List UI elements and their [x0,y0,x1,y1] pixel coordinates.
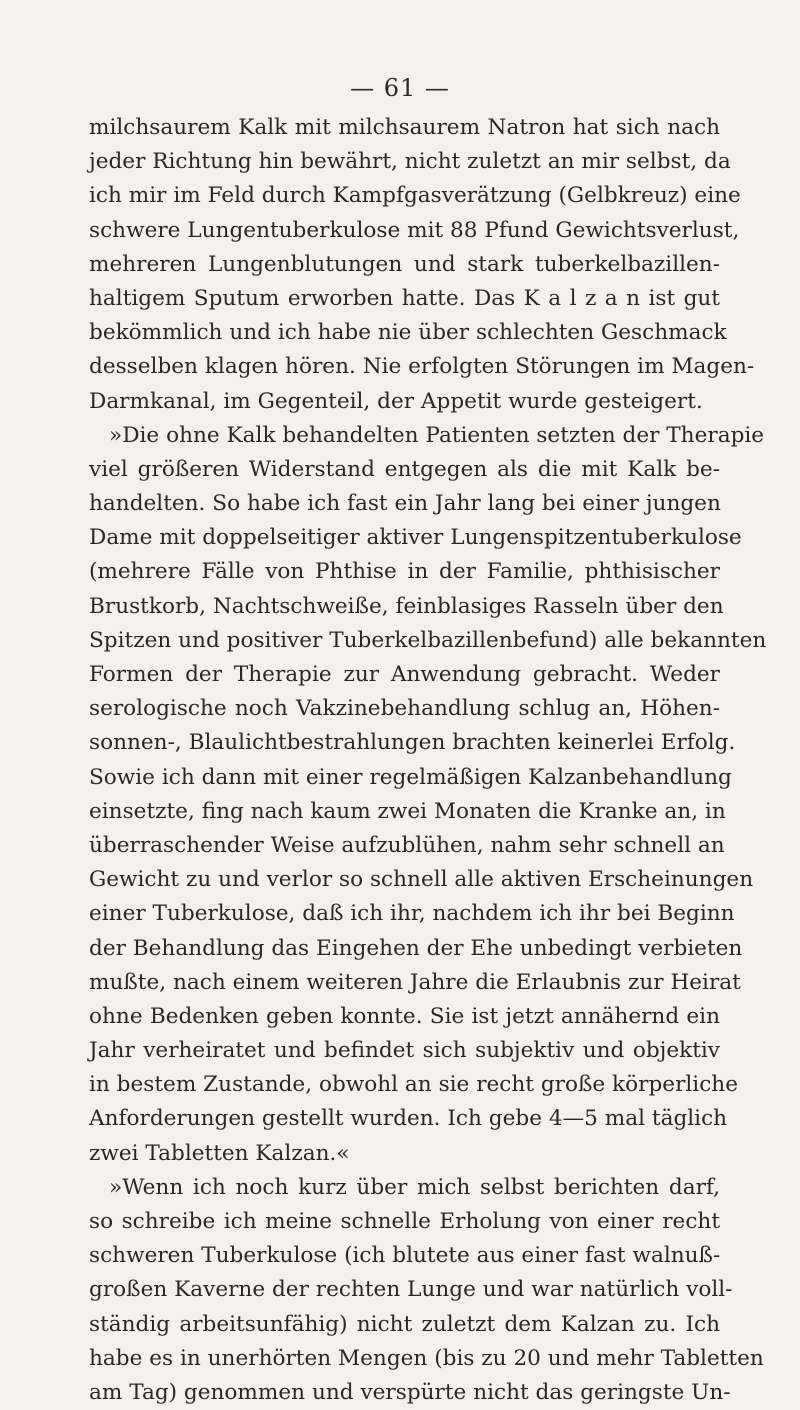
text-line: am Tag) genommen und verspürte nicht das geringste Un- [89,1379,731,1405]
text-line: schwere Lungentuberkulose mit 88 Pfund Gewichtsverlust, [89,217,740,243]
text-line: Formen der Therapie zur Anwendung gebracht. Weder [89,662,720,687]
text-line: »Wenn ich noch kurz über mich selbst berichten darf, [109,1174,720,1200]
page-number: — 61 — [350,74,450,102]
text-line: haltigem Sputum erworben hatte. Das K a l z a n ist gut [89,285,720,311]
text-line: jeder Richtung hin bewährt, nicht zuletzt an mir selbst, da [89,149,731,175]
text-line: ich mir im Feld durch Kampfgasverätzung (Gelbkreuz) eine [89,183,741,209]
text-line: Dame mit doppelseitiger aktiver Lungenspitzentuberkulose [89,525,742,551]
text-line: einer Tuberkulose, daß ich ihr, nachdem ich ihr bei Beginn [89,901,735,927]
text-line: schweren Tuberkulose (ich blutete aus einer fast walnuß- [89,1243,721,1269]
text-line: handelten. So habe ich fast ein Jahr lang bei einer jungen [89,491,721,517]
text-line: milchsaurem Kalk mit milchsaurem Natron hat sich nach [89,115,720,140]
text-line: serologische noch Vakzinebehandlung schlug an, Höhen- [89,696,720,722]
text-line: Darmkanal, im Gegenteil, der Appetit wurde gesteigert. [89,388,703,414]
text-line: habe es in unerhörten Mengen (bis zu 20 und mehr Tabletten [89,1345,764,1371]
text-line: Anforderungen gestellt wurden. Ich gebe 4—5 mal täglich [89,1106,728,1132]
text-line: viel größeren Widerstand entgegen als die mit Kalk be- [89,456,720,482]
text-line: Spitzen und positiver Tuberkelbazillenbefund) alle bekannten [89,627,767,653]
body-text [89,111,767,1410]
text-line: Brustkorb, Nachtschweiße, feinblasiges Rasseln über den [89,593,724,619]
text-line: in bestem Zustande, obwohl an sie recht große körperliche [89,1072,738,1098]
text-line: ohne Bedenken geben konnte. Sie ist jetzt annähernd ein [89,1003,720,1029]
text-line: mehreren Lungenblutungen und stark tuberkelbazillen- [89,251,720,277]
text-line: mußte, nach einem weiteren Jahre die Erlaubnis zur Heirat [89,969,741,995]
text-line: desselben klagen hören. Nie erfolgten Störungen im Magen- [89,354,755,380]
text-line: großen Kaverne der rechten Lunge und war natürlich voll- [89,1277,733,1303]
text-line: Jahr verheiratet und befindet sich subjektiv und objektiv [89,1038,720,1064]
text-line: überraschender Weise aufzublühen, nahm sehr schnell an [89,832,725,858]
text-line: bekömmlich und ich habe nie über schlechten Geschmack [89,320,727,346]
text-line: »Die ohne Kalk behandelten Patienten setzten der Therapie [109,422,765,448]
text-line: Sowie ich dann mit einer regelmäßigen Kalzanbehandlung [89,764,732,790]
text-line: sonnen-, Blaulichtbestrahlungen brachten keinerlei Erfolg. [89,730,736,756]
text-line: der Behandlung das Eingehen der Ehe unbedingt verbieten [89,935,743,961]
text-line: einsetzte, fing nach kaum zwei Monaten die Kranke an, in [89,798,726,824]
text-line: Gewicht zu und verlor so schnell alle aktiven Erscheinungen [89,867,754,893]
text-line: zwei Tabletten Kalzan.« [89,1140,350,1166]
text-line: ständig arbeitsunfähig) nicht zuletzt dem Kalzan zu. Ich [89,1311,720,1337]
text-line: so schreibe ich meine schnelle Erholung von einer recht [89,1209,720,1234]
text-line: (mehrere Fälle von Phthise in der Familie, phthisischer [89,559,720,585]
